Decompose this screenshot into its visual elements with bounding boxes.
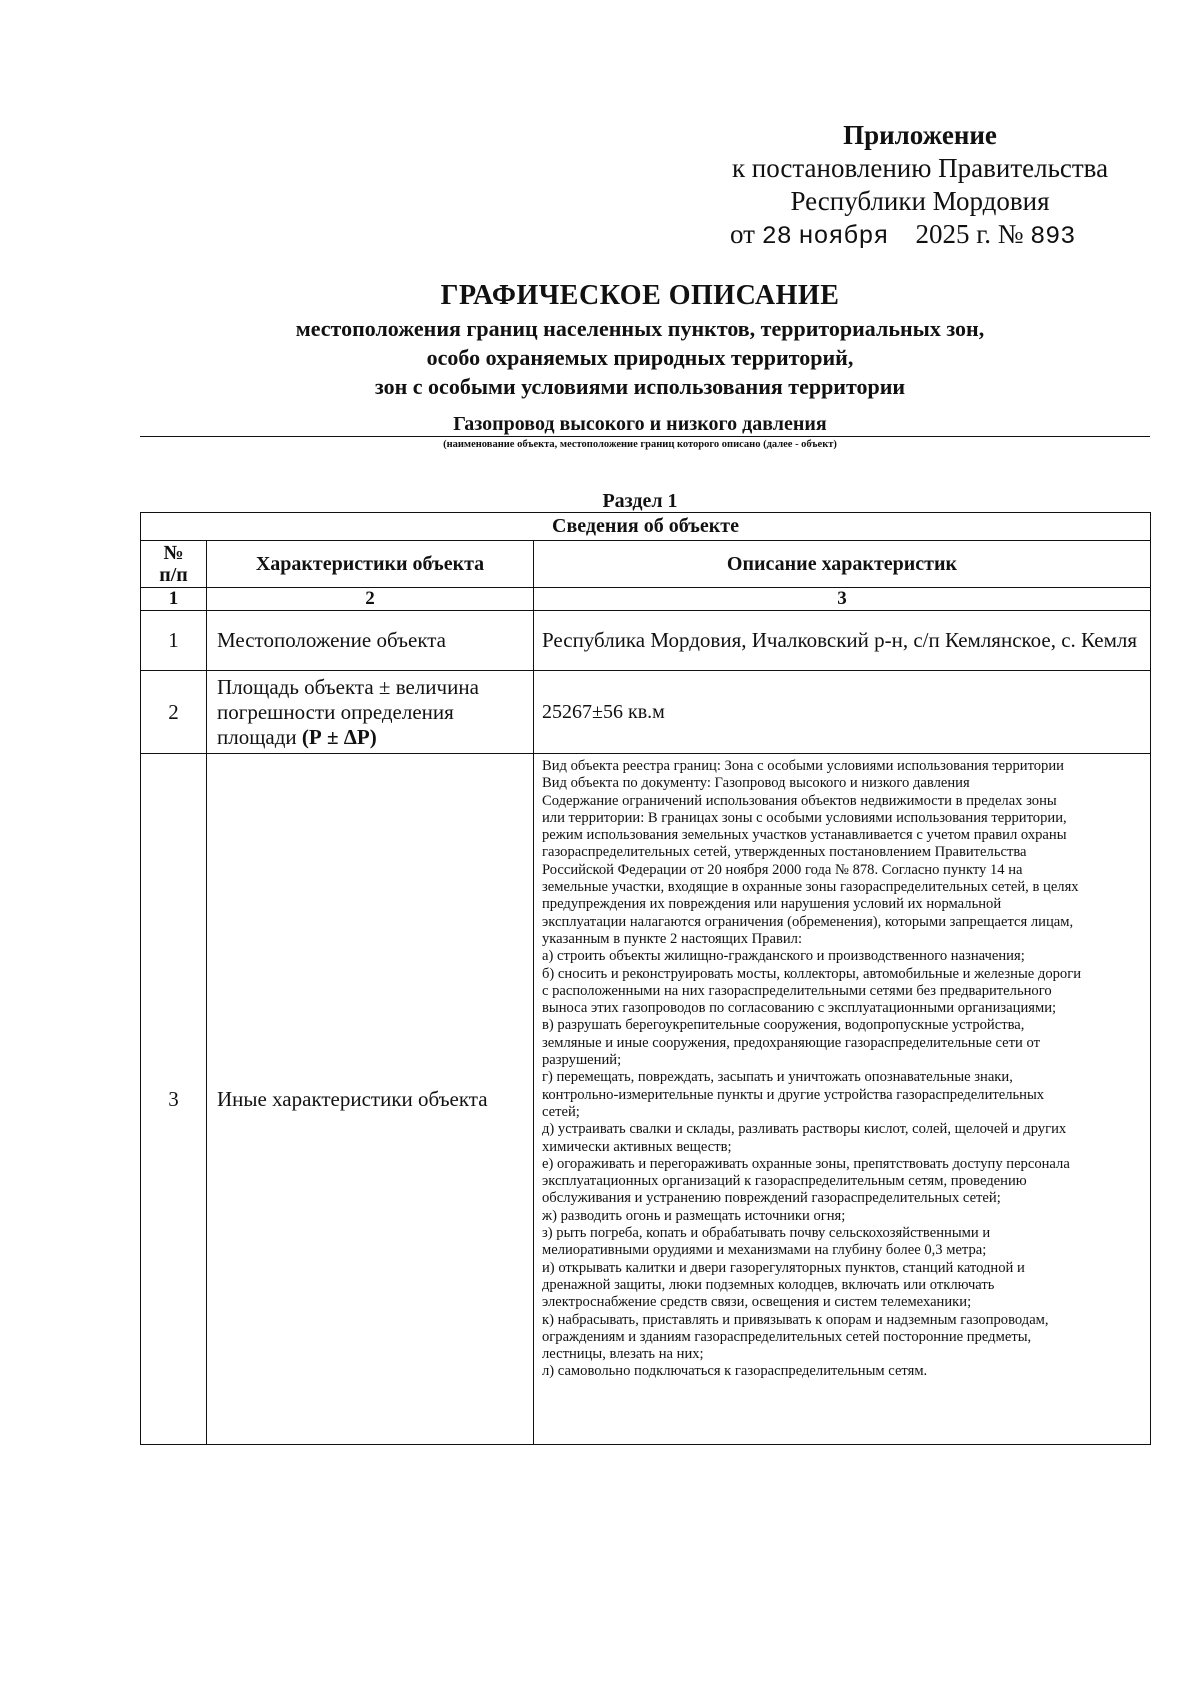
restriction-line: к) набрасывать, приставлять и привязывать к опорам и надземным газопроводам, xyxy=(542,1311,1049,1328)
restriction-line: а) строить объекты жилищно-гражданского и производственного назначения; xyxy=(542,948,1025,965)
restriction-line: режим использования земельных участков устанавливается с учетом правил охраны xyxy=(542,827,1067,844)
table-title-row xyxy=(141,513,1151,541)
restriction-line: с расположенными на них газораспределительными сетями без предварительного xyxy=(542,982,1052,999)
restriction-line: ж) разводить огонь и размещать источники огня; xyxy=(542,1207,846,1224)
document-title: ГРАФИЧЕСКОЕ ОПИСАНИЕ xyxy=(440,280,840,311)
restriction-line: химически активных веществ; xyxy=(542,1138,732,1155)
section-title: Раздел 1 xyxy=(602,490,678,512)
object-caption: (наименование объекта, местоположение границ которого описано (далее - объект) xyxy=(443,439,837,450)
row-label: Местоположение объекта xyxy=(207,611,534,671)
column-number-row xyxy=(141,588,1151,611)
header-characteristics: Характеристики объекта xyxy=(207,541,534,588)
restriction-line: или территории: В границах зоны с особыми условиями использования территории, xyxy=(542,809,1067,826)
document-subtitle-1: местоположения границ населенных пунктов, территориальных зон, xyxy=(295,316,985,341)
appendix-block xyxy=(700,118,1140,253)
appendix-line-1: к постановлению Правительства xyxy=(731,153,1109,183)
row-value: 25267±56 кв.м xyxy=(534,671,1151,754)
restriction-line: предупреждения их повреждения или нарушения условий их нормальной xyxy=(542,896,1002,913)
row-value: Республика Мордовия, Ичалковский р-н, с/п Кемлянское, с. Кемля xyxy=(534,611,1151,671)
table-row xyxy=(141,671,1151,754)
object-name: Газопровод высокого и низкого давления xyxy=(453,413,827,435)
restriction-line: з) рыть погреба, копать и обрабатывать почву сельскохозяйственными и xyxy=(542,1225,991,1242)
restriction-line: е) огораживать и перегораживать охранные зоны, препятствовать доступу персонала xyxy=(542,1155,1070,1172)
header-number-bottom: п/п xyxy=(159,564,188,586)
area-formula: (Р ± ΔР) xyxy=(301,724,377,749)
column-number-2: 2 xyxy=(207,588,534,611)
restriction-line: б) сносить и реконструировать мосты, коллекторы, автомобильные и железные дороги xyxy=(542,965,1082,982)
date-year: 2025 г. № xyxy=(915,219,1024,249)
object-underline xyxy=(140,436,1150,437)
restriction-line: обслуживания и устранению повреждений газораспределительных сетей; xyxy=(542,1190,1001,1207)
restriction-line: указанным в пункте 2 настоящих Правил: xyxy=(542,930,803,947)
header-number xyxy=(141,541,207,588)
restriction-line: Российской Федерации от 20 ноября 2000 года № 878. Согласно пункту 14 на xyxy=(542,861,1023,878)
restriction-line: ограждениям и зданиям газораспределительных сетей посторонние предметы, xyxy=(542,1328,1032,1345)
row-label xyxy=(207,671,534,754)
restriction-line: и) открывать калитки и двери газорегуляторных пунктов, станций катодной и xyxy=(542,1259,1025,1276)
header-description: Описание характеристик xyxy=(534,541,1151,588)
table-row xyxy=(141,611,1151,671)
document-subtitle-2: особо охраняемых природных территорий, xyxy=(426,345,854,370)
row-number: 3 xyxy=(141,754,207,1445)
date-prefix: от xyxy=(730,219,755,249)
table-title: Сведения об объекте xyxy=(141,513,1151,541)
restriction-line: газораспределительных сетей, утвержденных постановлением Правительства xyxy=(542,844,1027,861)
restriction-line: л) самовольно подключаться к газораспределительным сетям. xyxy=(542,1363,928,1380)
date-month: ноября xyxy=(798,222,889,251)
document-subtitle-3: зон с особыми условиями использования территории xyxy=(374,374,906,399)
restriction-line: земляные и иные сооружения, предохраняющие газораспределительные сети от xyxy=(542,1034,1040,1051)
restriction-line: Вид объекта по документу: Газопровод высокого и низкого давления xyxy=(542,775,970,792)
row-label: Иные характеристики объекта xyxy=(207,754,534,1445)
restriction-line: лестницы, влезать на них; xyxy=(542,1346,704,1363)
restrictions-text xyxy=(534,754,1151,1445)
restriction-line: контрольно-измерительные пункты и другие устройства газораспределительных xyxy=(542,1086,1045,1103)
restriction-line: выноса этих газопроводов по согласованию с эксплуатационными организациями; xyxy=(542,1000,1057,1017)
object-info-table xyxy=(140,512,1151,1445)
restriction-line: разрушений; xyxy=(542,1052,622,1069)
restriction-line: эксплуатации налагаются ограничения (обременения), которыми запрещается лицам, xyxy=(542,913,1074,930)
restriction-line: эксплуатационных организаций к газораспределительным сетям, проведению xyxy=(542,1173,1027,1190)
row-label-text: площади xyxy=(217,724,302,749)
row-number: 2 xyxy=(141,671,207,754)
column-number-1: 1 xyxy=(141,588,207,611)
row-number: 1 xyxy=(141,611,207,671)
restriction-line: дренажной защиты, люки подземных колодцев, включать или отключать xyxy=(542,1276,995,1293)
restriction-line: д) устраивать свалки и склады, разливать растворы кислот, солей, щелочей и других xyxy=(542,1121,1067,1138)
document-title-block xyxy=(130,278,1150,401)
restriction-line: сетей; xyxy=(542,1103,580,1120)
row-label-line: погрешности определения xyxy=(217,699,454,724)
column-number-3: 3 xyxy=(534,588,1151,611)
restriction-line: мелиоративными орудиями и механизмами на глубину более 0,3 метра; xyxy=(542,1242,987,1259)
restriction-line: электроснабжение средств связи, освещения и систем телемеханики; xyxy=(542,1294,972,1311)
appendix-title: Приложение xyxy=(843,120,997,150)
header-number-top: № xyxy=(163,542,184,564)
date-day: 28 xyxy=(761,222,792,251)
appendix-date-line xyxy=(700,218,1140,253)
table-row xyxy=(141,754,1151,1445)
restriction-line: г) перемещать, повреждать, засыпать и уничтожать опознавательные знаки, xyxy=(542,1069,1013,1086)
restriction-line: земельные участки, входящие в охранные зоны газораспределительных сетей, в целях xyxy=(542,879,1079,896)
document-number: 893 xyxy=(1030,222,1076,251)
row-label-line: Площадь объекта ± величина xyxy=(217,674,479,699)
restriction-line: Вид объекта реестра границ: Зона с особыми условиями использования территории xyxy=(542,758,1064,774)
row-label-line xyxy=(217,725,533,750)
appendix-line-2: Республики Мордовия xyxy=(790,186,1050,216)
restriction-line: Содержание ограничений использования объектов недвижимости в пределах зоны xyxy=(542,792,1057,809)
table-header-row xyxy=(141,541,1151,588)
restriction-line: в) разрушать берегоукрепительные сооружения, водопропускные устройства, xyxy=(542,1017,1025,1034)
